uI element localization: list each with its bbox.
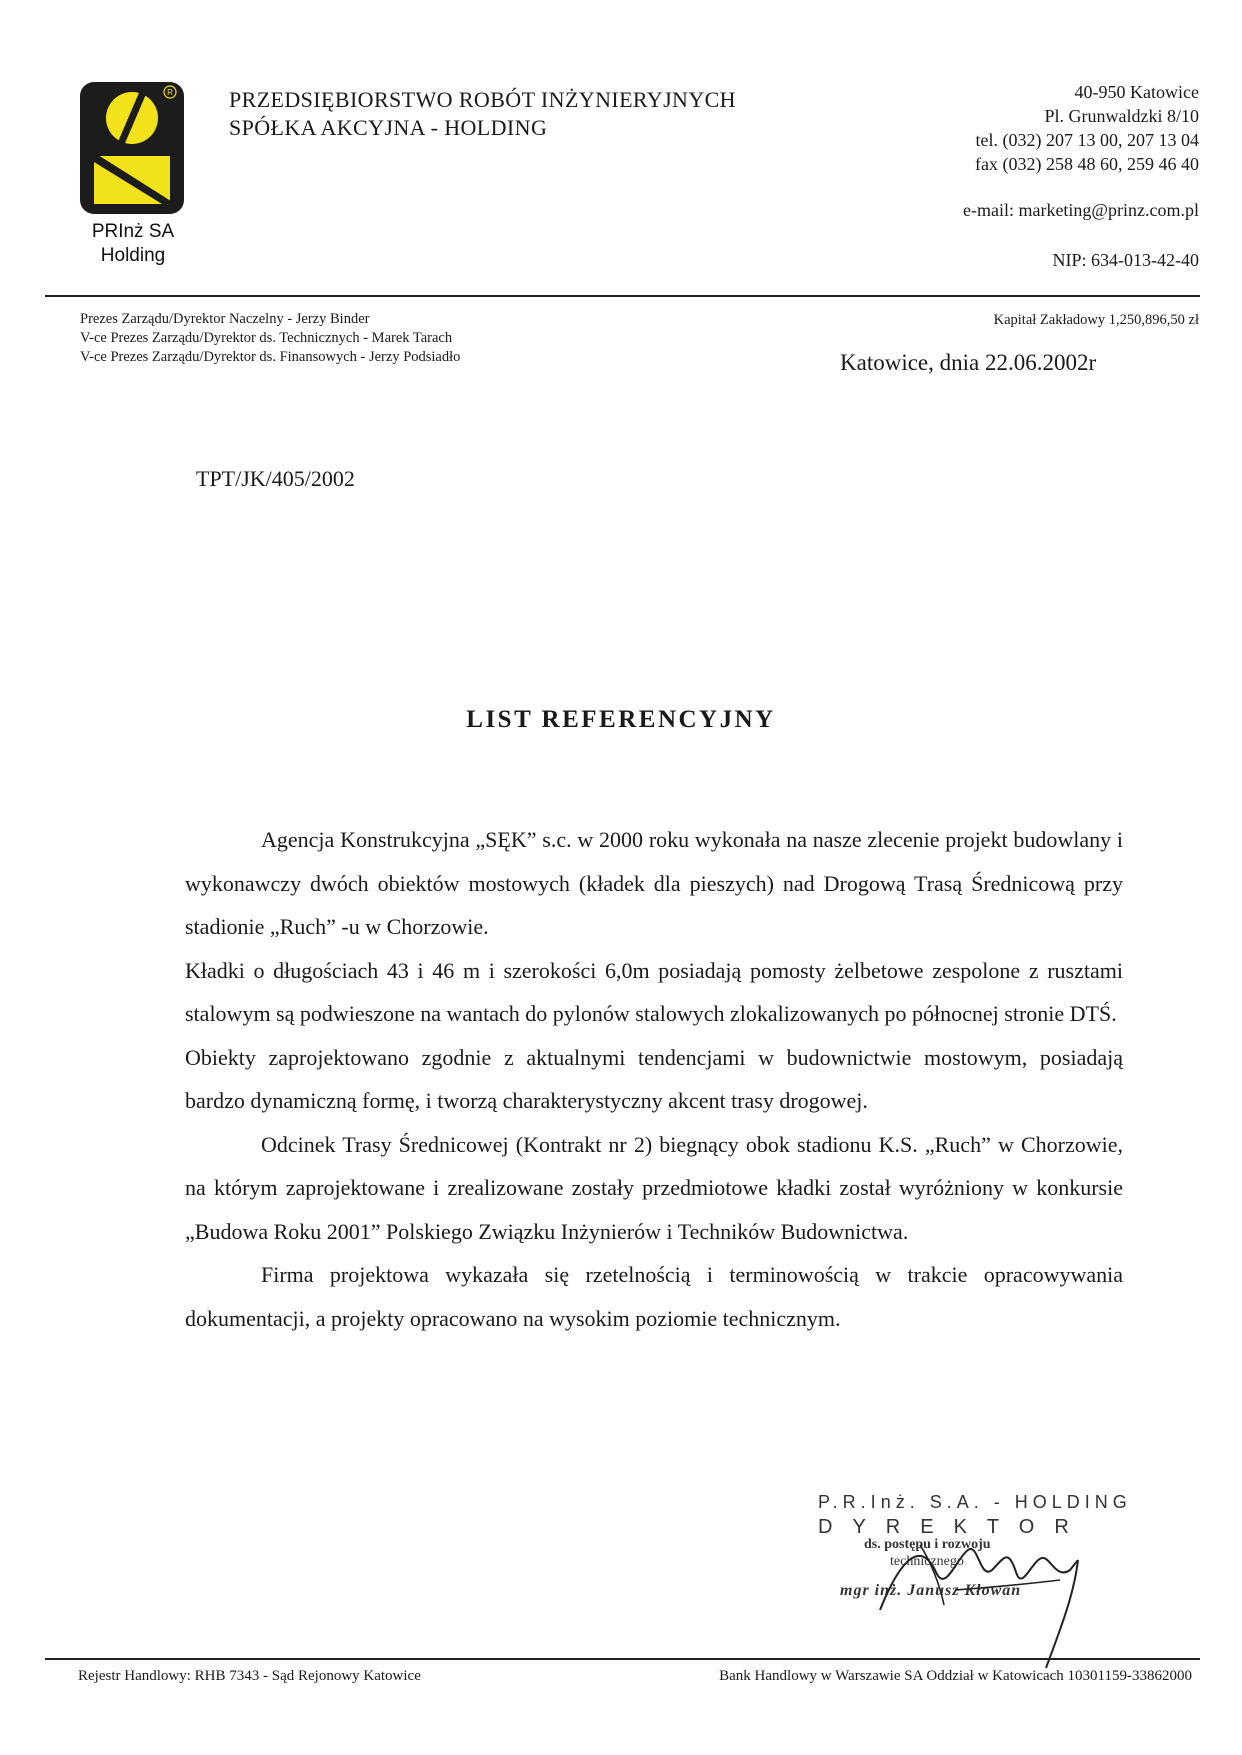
logo-caption xyxy=(78,220,188,268)
company-name-line1: PRZEDSIĘBIORSTWO ROBÓT INŻYNIERYJNYCH xyxy=(229,87,736,112)
body-paragraph: Firma projektowa wykazała się rzetelnością i terminowością w trakcie opracowywania dokumentacji, a projekty opracowano na wysokim poziomie technicznym. xyxy=(185,1262,1123,1331)
company-address xyxy=(975,80,1199,176)
company-name-line2: SPÓŁKA AKCYJNA - HOLDING xyxy=(229,115,548,140)
svg-text:R: R xyxy=(167,88,173,97)
footer-bank: Bank Handlowy w Warszawie SA Oddział w Katowicach 10301159-33862000 xyxy=(719,1668,1192,1684)
body-paragraph: Agencja Konstrukcyjna „SĘK” s.c. w 2000 roku wykonała na nasze zlecenie projekt budowlany i wykonawczy dwóch obiektów mostowych (kładek dla pieszych) nad Drogową Trasą Średnicową przy stadionie „Ruch” -u w Chorzowie. xyxy=(185,827,1123,939)
letter-title: LIST REFERENCYJNY xyxy=(466,706,776,733)
footer-divider xyxy=(45,1658,1200,1660)
board-line: Prezes Zarządu/Dyrektor Naczelny - Jerzy Binder xyxy=(80,311,370,327)
stamp-department-cont: technicznego xyxy=(890,1554,964,1569)
stamp-name: mgr inż. Janusz Kłowan xyxy=(840,1582,1022,1599)
stamp-department: ds. postępu i rozwoju xyxy=(864,1537,991,1552)
place-date: Katowice, dnia 22.06.2002r xyxy=(840,350,1097,375)
address-tel: tel. (032) 207 13 00, 207 13 04 xyxy=(975,130,1199,150)
share-capital: Kapitał Zakładowy 1,250,896,50 zł xyxy=(993,312,1199,328)
logo-caption-line2: Holding xyxy=(100,245,166,266)
logo-caption-line1: PRInż SA xyxy=(91,221,175,242)
handwritten-signature xyxy=(860,1500,1090,1670)
body-paragraph: Obiekty zaprojektowano zgodnie z aktualnymi tendencjami w budownictwie mostowym, posiadają bardzo dynamiczną formę, i tworzą charakterystyczny akcent trasy drogowej. xyxy=(185,1044,1123,1113)
address-street: Pl. Grunwaldzki 8/10 xyxy=(1044,106,1199,126)
stamp-company: P.R.Inż. S.A. - HOLDING xyxy=(818,1492,1132,1512)
reference-number: TPT/JK/405/2002 xyxy=(196,466,355,491)
board-line: V-ce Prezes Zarządu/Dyrektor ds. Technicznych - Marek Tarach xyxy=(80,330,453,346)
board-line: V-ce Prezes Zarządu/Dyrektor ds. Finansowych - Jerzy Podsiadło xyxy=(80,349,461,365)
company-name xyxy=(229,86,736,142)
company-logo xyxy=(80,82,184,214)
board-list xyxy=(80,310,460,367)
body-paragraph: Odcinek Trasy Średnicowej (Kontrakt nr 2) biegnący obok stadionu K.S. „Ruch” w Chorzowie, na którym zaprojektowane i zrealizowane zostały przedmiotowe kładki został wyróżniony w konkursie „Budowa Roku 2001” Polskiego Związku Inżynierów i Techników Budownictwa. xyxy=(185,1131,1123,1244)
body-paragraph: Kładki o długościach 43 i 46 m i szerokości 6,0m posiadają pomosty żelbetowe zespolone z rusztami stalowym są podwieszone na wantach do pylonów stalowych zlokalizowanych po północnej stronie DTŚ. xyxy=(185,957,1123,1026)
address-fax: fax (032) 258 48 60, 259 46 40 xyxy=(975,154,1199,174)
footer-registry: Rejestr Handlowy: RHB 7343 - Sąd Rejonowy Katowice xyxy=(78,1668,421,1684)
stamp-position: DYREKTOR xyxy=(818,1516,1089,1538)
company-nip: NIP: 634-013-42-40 xyxy=(1052,250,1199,270)
company-email: e-mail: marketing@prinz.com.pl xyxy=(962,200,1199,220)
header-divider xyxy=(45,295,1200,297)
address-city: 40-950 Katowice xyxy=(1074,82,1199,102)
letter-body xyxy=(185,818,1123,1340)
